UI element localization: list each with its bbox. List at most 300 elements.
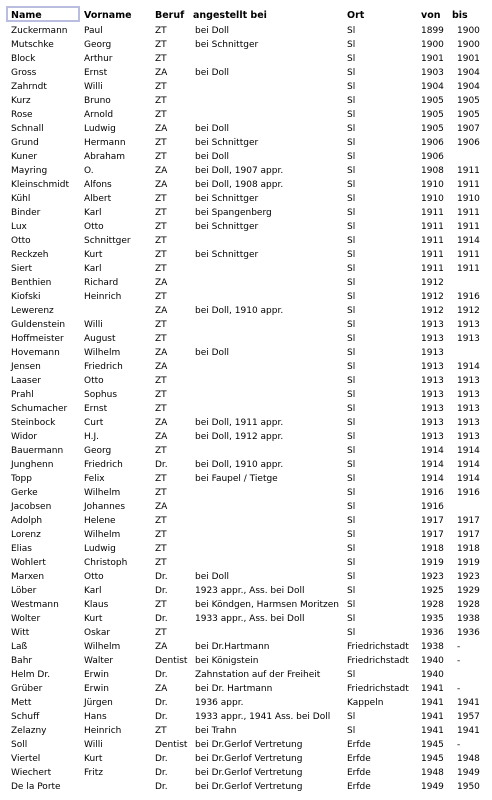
cell-ort[interactable]: Erfde bbox=[347, 768, 371, 778]
cell-vorname[interactable]: Schnittger bbox=[84, 236, 131, 246]
cell-beruf[interactable]: Dr. bbox=[155, 754, 168, 764]
cell-beruf[interactable]: ZT bbox=[155, 264, 167, 274]
cell-beruf[interactable]: ZT bbox=[155, 194, 167, 204]
cell-bis[interactable]: 1916 bbox=[457, 488, 480, 498]
cell-vorname[interactable]: Kurt bbox=[84, 754, 103, 764]
cell-beruf[interactable]: Dr. bbox=[155, 782, 168, 792]
cell-von[interactable]: 1913 bbox=[421, 432, 444, 442]
cell-von[interactable]: 1925 bbox=[421, 586, 444, 596]
cell-bis[interactable]: 1923 bbox=[457, 572, 480, 582]
cell-vorname[interactable]: Friedrich bbox=[84, 362, 123, 372]
cell-vorname[interactable]: Willi bbox=[84, 320, 103, 330]
cell-von[interactable]: 1911 bbox=[421, 236, 444, 246]
cell-bis[interactable]: 1914 bbox=[457, 446, 480, 456]
cell-name[interactable]: Helm Dr. bbox=[11, 670, 51, 680]
cell-beruf[interactable]: Dr. bbox=[155, 572, 168, 582]
cell-vorname[interactable]: Otto bbox=[84, 376, 104, 386]
cell-ort[interactable]: Sl bbox=[347, 54, 356, 64]
cell-vorname[interactable]: Arthur bbox=[84, 54, 113, 64]
cell-bis[interactable]: 1901 bbox=[457, 54, 480, 64]
cell-bis[interactable]: 1905 bbox=[457, 96, 480, 106]
cell-name[interactable]: Rose bbox=[11, 110, 33, 120]
cell-ort[interactable]: Sl bbox=[347, 558, 356, 568]
cell-bis[interactable]: 1950 bbox=[457, 782, 480, 792]
cell-ort[interactable]: Sl bbox=[347, 390, 356, 400]
cell-vorname[interactable]: Curt bbox=[84, 418, 104, 428]
cell-angestellt-bei[interactable]: bei Dr.Hartmann bbox=[195, 642, 270, 652]
cell-beruf[interactable]: ZT bbox=[155, 446, 167, 456]
cell-von[interactable]: 1911 bbox=[421, 264, 444, 274]
cell-beruf[interactable]: ZA bbox=[155, 348, 168, 358]
cell-von[interactable]: 1917 bbox=[421, 530, 444, 540]
cell-angestellt-bei[interactable]: bei Spangenberg bbox=[195, 208, 272, 218]
cell-name[interactable]: Marxen bbox=[11, 572, 45, 582]
cell-ort[interactable]: Erfde bbox=[347, 740, 371, 750]
cell-vorname[interactable]: Felix bbox=[84, 474, 105, 484]
cell-von[interactable]: 1906 bbox=[421, 152, 444, 162]
cell-name[interactable]: Elias bbox=[11, 544, 32, 554]
cell-angestellt-bei[interactable]: bei Doll, 1911 appr. bbox=[195, 418, 284, 428]
cell-name[interactable]: Kühl bbox=[11, 194, 31, 204]
cell-von[interactable]: 1941 bbox=[421, 726, 444, 736]
header-vorname[interactable]: Vorname bbox=[84, 10, 132, 21]
cell-vorname[interactable]: Ernst bbox=[84, 68, 108, 78]
cell-angestellt-bei[interactable]: 1936 appr. bbox=[195, 698, 244, 708]
cell-vorname[interactable]: Wilhelm bbox=[84, 488, 121, 498]
header-von[interactable]: von bbox=[421, 10, 441, 21]
cell-bis[interactable]: 1917 bbox=[457, 516, 480, 526]
cell-von[interactable]: 1911 bbox=[421, 250, 444, 260]
cell-name[interactable]: Kiofski bbox=[11, 292, 41, 302]
cell-beruf[interactable]: ZT bbox=[155, 110, 167, 120]
cell-bis[interactable]: - bbox=[457, 684, 461, 694]
cell-bis[interactable]: 1911 bbox=[457, 250, 480, 260]
cell-ort[interactable]: Sl bbox=[347, 474, 356, 484]
cell-ort[interactable]: Sl bbox=[347, 306, 356, 316]
cell-von[interactable]: 1905 bbox=[421, 110, 444, 120]
cell-angestellt-bei[interactable]: bei Faupel / Tietge bbox=[195, 474, 278, 484]
cell-angestellt-bei[interactable]: bei Doll bbox=[195, 124, 230, 134]
cell-von[interactable]: 1919 bbox=[421, 558, 444, 568]
cell-vorname[interactable]: August bbox=[84, 334, 116, 344]
cell-angestellt-bei[interactable]: bei Dr.Gerlof Vertretung bbox=[195, 782, 303, 792]
cell-von[interactable]: 1914 bbox=[421, 460, 444, 470]
cell-beruf[interactable]: ZA bbox=[155, 502, 168, 512]
cell-beruf[interactable]: ZT bbox=[155, 222, 167, 232]
cell-angestellt-bei[interactable]: bei Doll bbox=[195, 348, 230, 358]
cell-beruf[interactable]: ZT bbox=[155, 600, 167, 610]
cell-ort[interactable]: Sl bbox=[347, 488, 356, 498]
cell-vorname[interactable]: Oskar bbox=[84, 628, 111, 638]
cell-beruf[interactable]: ZT bbox=[155, 40, 167, 50]
cell-ort[interactable]: Sl bbox=[347, 712, 356, 722]
cell-name[interactable]: Mett bbox=[11, 698, 32, 708]
cell-name[interactable]: Kurz bbox=[11, 96, 31, 106]
cell-von[interactable]: 1914 bbox=[421, 446, 444, 456]
cell-name[interactable]: Topp bbox=[11, 474, 32, 484]
cell-name[interactable]: Lux bbox=[11, 222, 27, 232]
cell-vorname[interactable]: Helene bbox=[84, 516, 116, 526]
cell-beruf[interactable]: ZT bbox=[155, 404, 167, 414]
cell-name[interactable]: Lewerenz bbox=[11, 306, 54, 316]
cell-name[interactable]: Wohlert bbox=[11, 558, 46, 568]
cell-name[interactable]: Schumacher bbox=[11, 404, 68, 414]
cell-vorname[interactable]: Friedrich bbox=[84, 460, 123, 470]
cell-von[interactable]: 1936 bbox=[421, 628, 444, 638]
cell-ort[interactable]: Sl bbox=[347, 516, 356, 526]
cell-von[interactable]: 1935 bbox=[421, 614, 444, 624]
cell-bis[interactable]: 1900 bbox=[457, 26, 480, 36]
cell-bis[interactable]: - bbox=[457, 740, 461, 750]
cell-ort[interactable]: Sl bbox=[347, 236, 356, 246]
cell-von[interactable]: 1923 bbox=[421, 572, 444, 582]
cell-beruf[interactable]: Dr. bbox=[155, 670, 168, 680]
cell-ort[interactable]: Sl bbox=[347, 726, 356, 736]
cell-beruf[interactable]: ZT bbox=[155, 488, 167, 498]
cell-angestellt-bei[interactable]: bei Dr.Gerlof Vertretung bbox=[195, 768, 303, 778]
cell-bis[interactable]: 1911 bbox=[457, 180, 480, 190]
cell-ort[interactable]: Sl bbox=[347, 152, 356, 162]
cell-von[interactable]: 1904 bbox=[421, 82, 444, 92]
cell-ort[interactable]: Sl bbox=[347, 404, 356, 414]
cell-vorname[interactable]: O. bbox=[84, 166, 94, 176]
cell-bis[interactable]: 1904 bbox=[457, 68, 480, 78]
cell-bis[interactable]: 1913 bbox=[457, 432, 480, 442]
cell-vorname[interactable]: Jürgen bbox=[84, 698, 113, 708]
cell-vorname[interactable]: Ludwig bbox=[84, 544, 116, 554]
cell-vorname[interactable]: Kurt bbox=[84, 614, 103, 624]
cell-ort[interactable]: Sl bbox=[347, 82, 356, 92]
cell-vorname[interactable]: Wilhelm bbox=[84, 642, 121, 652]
cell-name[interactable]: Bahr bbox=[11, 656, 33, 666]
cell-name[interactable]: Wiechert bbox=[11, 768, 52, 778]
cell-name[interactable]: Reckzeh bbox=[11, 250, 49, 260]
cell-von[interactable]: 1914 bbox=[421, 474, 444, 484]
cell-vorname[interactable]: Hermann bbox=[84, 138, 126, 148]
cell-name[interactable]: Löber bbox=[11, 586, 37, 596]
cell-beruf[interactable]: ZT bbox=[155, 292, 167, 302]
cell-vorname[interactable]: H.J. bbox=[84, 432, 99, 442]
cell-von[interactable]: 1949 bbox=[421, 782, 444, 792]
cell-beruf[interactable]: Dr. bbox=[155, 768, 168, 778]
cell-ort[interactable]: Sl bbox=[347, 348, 356, 358]
cell-name[interactable]: Laaser bbox=[11, 376, 41, 386]
cell-vorname[interactable]: Heinrich bbox=[84, 726, 122, 736]
cell-name[interactable]: Zahrndt bbox=[11, 82, 47, 92]
cell-bis[interactable]: 1904 bbox=[457, 82, 480, 92]
cell-angestellt-bei[interactable]: bei Dr.Gerlof Vertretung bbox=[195, 754, 303, 764]
cell-name[interactable]: Jensen bbox=[11, 362, 41, 372]
cell-vorname[interactable]: Klaus bbox=[84, 600, 109, 610]
cell-von[interactable]: 1910 bbox=[421, 194, 444, 204]
cell-angestellt-bei[interactable]: Zahnstation auf der Freiheit bbox=[195, 670, 321, 680]
cell-ort[interactable]: Sl bbox=[347, 208, 356, 218]
cell-ort[interactable]: Erfde bbox=[347, 782, 371, 792]
cell-bis[interactable]: 1913 bbox=[457, 404, 480, 414]
cell-ort[interactable]: Sl bbox=[347, 572, 356, 582]
cell-beruf[interactable]: ZA bbox=[155, 124, 168, 134]
cell-angestellt-bei[interactable]: bei Schnittger bbox=[195, 222, 259, 232]
cell-beruf[interactable]: ZT bbox=[155, 54, 167, 64]
cell-ort[interactable]: Sl bbox=[347, 432, 356, 442]
cell-bis[interactable]: 1914 bbox=[457, 362, 480, 372]
header-beruf[interactable]: Beruf bbox=[155, 10, 185, 21]
cell-vorname[interactable]: Alfons bbox=[84, 180, 112, 190]
cell-name[interactable]: Siert bbox=[11, 264, 32, 274]
cell-bis[interactable]: 1918 bbox=[457, 544, 480, 554]
cell-vorname[interactable]: Christoph bbox=[84, 558, 128, 568]
cell-ort[interactable]: Sl bbox=[347, 614, 356, 624]
cell-name[interactable]: Witt bbox=[11, 628, 30, 638]
cell-name[interactable]: Binder bbox=[11, 208, 41, 218]
cell-von[interactable]: 1908 bbox=[421, 166, 444, 176]
cell-ort[interactable]: Sl bbox=[347, 250, 356, 260]
cell-name[interactable]: Viertel bbox=[11, 754, 41, 764]
cell-name[interactable]: Kleinschmidt bbox=[11, 180, 69, 190]
cell-beruf[interactable]: Dr. bbox=[155, 698, 168, 708]
cell-beruf[interactable]: Dr. bbox=[155, 460, 168, 470]
cell-angestellt-bei[interactable]: bei Schnittger bbox=[195, 194, 259, 204]
cell-name[interactable]: Laß bbox=[11, 642, 28, 652]
cell-name[interactable]: Hovemann bbox=[11, 348, 60, 358]
cell-von[interactable]: 1913 bbox=[421, 376, 444, 386]
cell-vorname[interactable]: Richard bbox=[84, 278, 119, 288]
cell-bis[interactable]: 1957 bbox=[457, 712, 480, 722]
cell-von[interactable]: 1940 bbox=[421, 656, 444, 666]
cell-bis[interactable]: 1949 bbox=[457, 768, 480, 778]
cell-beruf[interactable]: ZT bbox=[155, 628, 167, 638]
cell-ort[interactable]: Sl bbox=[347, 376, 356, 386]
cell-vorname[interactable]: Walter bbox=[84, 656, 114, 666]
cell-ort[interactable]: Sl bbox=[347, 334, 356, 344]
cell-ort[interactable]: Sl bbox=[347, 222, 356, 232]
cell-ort[interactable]: Sl bbox=[347, 40, 356, 50]
cell-name[interactable]: Grund bbox=[11, 138, 39, 148]
cell-von[interactable]: 1905 bbox=[421, 124, 444, 134]
cell-name[interactable]: Wolter bbox=[11, 614, 41, 624]
cell-angestellt-bei[interactable]: bei Trahn bbox=[195, 726, 237, 736]
cell-beruf[interactable]: Dentist bbox=[155, 740, 188, 750]
cell-vorname[interactable]: Fritz bbox=[84, 768, 103, 778]
cell-bis[interactable]: 1919 bbox=[457, 558, 480, 568]
cell-bis[interactable]: 1914 bbox=[457, 460, 480, 470]
cell-angestellt-bei[interactable]: bei Schnittger bbox=[195, 40, 259, 50]
header-ort[interactable]: Ort bbox=[347, 10, 365, 21]
cell-bis[interactable]: 1911 bbox=[457, 222, 480, 232]
cell-vorname[interactable]: Paul bbox=[84, 26, 103, 36]
cell-name[interactable]: Kuner bbox=[11, 152, 38, 162]
cell-beruf[interactable]: ZA bbox=[155, 306, 168, 316]
cell-angestellt-bei[interactable]: bei Schnittger bbox=[195, 138, 259, 148]
cell-name[interactable]: Widor bbox=[11, 432, 38, 442]
cell-vorname[interactable]: Ernst bbox=[84, 404, 108, 414]
cell-name[interactable]: Junghenn bbox=[11, 460, 54, 470]
cell-von[interactable]: 1912 bbox=[421, 292, 444, 302]
cell-ort[interactable]: Sl bbox=[347, 460, 356, 470]
cell-von[interactable]: 1906 bbox=[421, 138, 444, 148]
cell-bis[interactable]: 1911 bbox=[457, 166, 480, 176]
cell-von[interactable]: 1913 bbox=[421, 404, 444, 414]
cell-bis[interactable]: 1917 bbox=[457, 530, 480, 540]
header-name[interactable]: Name bbox=[11, 10, 42, 21]
cell-bis[interactable]: 1911 bbox=[457, 264, 480, 274]
cell-angestellt-bei[interactable]: bei Doll, 1910 appr. bbox=[195, 460, 284, 470]
cell-vorname[interactable]: Georg bbox=[84, 446, 112, 456]
cell-angestellt-bei[interactable]: 1923 appr., Ass. bei Doll bbox=[195, 586, 305, 596]
cell-bis[interactable]: 1913 bbox=[457, 376, 480, 386]
cell-angestellt-bei[interactable]: bei Dr.Gerlof Vertretung bbox=[195, 740, 303, 750]
cell-angestellt-bei[interactable]: bei Doll bbox=[195, 572, 230, 582]
cell-name[interactable]: Bauermann bbox=[11, 446, 64, 456]
cell-ort[interactable]: Sl bbox=[347, 264, 356, 274]
cell-beruf[interactable]: ZT bbox=[155, 516, 167, 526]
cell-ort[interactable]: Sl bbox=[347, 502, 356, 512]
cell-ort[interactable]: Sl bbox=[347, 124, 356, 134]
cell-bis[interactable]: - bbox=[457, 642, 461, 652]
cell-beruf[interactable]: ZA bbox=[155, 180, 168, 190]
cell-ort[interactable]: Kappeln bbox=[347, 698, 384, 708]
cell-von[interactable]: 1900 bbox=[421, 40, 444, 50]
cell-beruf[interactable]: ZT bbox=[155, 334, 167, 344]
cell-vorname[interactable]: Abraham bbox=[84, 152, 126, 162]
cell-beruf[interactable]: ZA bbox=[155, 642, 168, 652]
cell-ort[interactable]: Sl bbox=[347, 292, 356, 302]
cell-beruf[interactable]: ZT bbox=[155, 530, 167, 540]
cell-vorname[interactable]: Sophus bbox=[84, 390, 118, 400]
cell-name[interactable]: Westmann bbox=[11, 600, 59, 610]
cell-beruf[interactable]: ZT bbox=[155, 152, 167, 162]
cell-von[interactable]: 1913 bbox=[421, 390, 444, 400]
cell-beruf[interactable]: ZA bbox=[155, 166, 168, 176]
cell-beruf[interactable]: ZA bbox=[155, 68, 168, 78]
cell-angestellt-bei[interactable]: bei Doll bbox=[195, 26, 230, 36]
cell-von[interactable]: 1899 bbox=[421, 26, 444, 36]
cell-von[interactable]: 1910 bbox=[421, 180, 444, 190]
cell-vorname[interactable]: Hans bbox=[84, 712, 107, 722]
cell-bis[interactable]: 1913 bbox=[457, 334, 480, 344]
cell-von[interactable]: 1911 bbox=[421, 208, 444, 218]
cell-bis[interactable]: 1910 bbox=[457, 194, 480, 204]
cell-ort[interactable]: Sl bbox=[347, 96, 356, 106]
cell-bis[interactable]: 1941 bbox=[457, 698, 480, 708]
header-bis[interactable]: bis bbox=[452, 10, 468, 21]
cell-vorname[interactable]: Erwin bbox=[84, 684, 109, 694]
cell-bis[interactable]: 1907 bbox=[457, 124, 480, 134]
cell-von[interactable]: 1916 bbox=[421, 488, 444, 498]
cell-ort[interactable]: Sl bbox=[347, 26, 356, 36]
cell-beruf[interactable]: ZA bbox=[155, 418, 168, 428]
cell-name[interactable]: Lorenz bbox=[11, 530, 41, 540]
cell-name[interactable]: Hoffmeister bbox=[11, 334, 64, 344]
cell-vorname[interactable]: Erwin bbox=[84, 670, 109, 680]
cell-von[interactable]: 1905 bbox=[421, 96, 444, 106]
cell-vorname[interactable]: Georg bbox=[84, 40, 112, 50]
cell-ort[interactable]: Sl bbox=[347, 418, 356, 428]
cell-ort[interactable]: Erfde bbox=[347, 754, 371, 764]
cell-angestellt-bei[interactable]: bei Köndgen, Harmsen Moritzen bbox=[195, 600, 340, 610]
cell-bis[interactable]: 1916 bbox=[457, 292, 480, 302]
cell-ort[interactable]: Sl bbox=[347, 110, 356, 120]
cell-vorname[interactable]: Ludwig bbox=[84, 124, 116, 134]
cell-beruf[interactable]: ZT bbox=[155, 474, 167, 484]
cell-bis[interactable]: 1900 bbox=[457, 40, 480, 50]
cell-name[interactable]: Guldenstein bbox=[11, 320, 66, 330]
cell-beruf[interactable]: ZA bbox=[155, 432, 168, 442]
cell-beruf[interactable]: ZT bbox=[155, 96, 167, 106]
cell-angestellt-bei[interactable]: bei Doll, 1908 appr. bbox=[195, 180, 284, 190]
cell-vorname[interactable]: Willi bbox=[84, 82, 103, 92]
cell-von[interactable]: 1928 bbox=[421, 600, 444, 610]
cell-ort[interactable]: Sl bbox=[347, 320, 356, 330]
cell-vorname[interactable]: Johannes bbox=[84, 502, 126, 512]
cell-beruf[interactable]: ZT bbox=[155, 544, 167, 554]
cell-von[interactable]: 1911 bbox=[421, 222, 444, 232]
cell-beruf[interactable]: ZA bbox=[155, 684, 168, 694]
cell-name[interactable]: Schnall bbox=[11, 124, 44, 134]
cell-beruf[interactable]: ZA bbox=[155, 362, 168, 372]
cell-name[interactable]: Prahl bbox=[11, 390, 34, 400]
cell-vorname[interactable]: Albert bbox=[84, 194, 112, 204]
cell-bis[interactable]: 1914 bbox=[457, 236, 480, 246]
cell-von[interactable]: 1913 bbox=[421, 334, 444, 344]
cell-name[interactable]: Benthien bbox=[11, 278, 52, 288]
cell-ort[interactable]: Sl bbox=[347, 670, 356, 680]
cell-von[interactable]: 1917 bbox=[421, 516, 444, 526]
cell-ort[interactable]: Sl bbox=[347, 138, 356, 148]
cell-name[interactable]: Mayring bbox=[11, 166, 48, 176]
cell-bis[interactable]: 1913 bbox=[457, 418, 480, 428]
cell-vorname[interactable]: Otto bbox=[84, 572, 104, 582]
cell-name[interactable]: Schuff bbox=[11, 712, 40, 722]
cell-bis[interactable]: 1906 bbox=[457, 138, 480, 148]
cell-name[interactable]: Block bbox=[11, 54, 36, 64]
cell-name[interactable]: Zuckermann bbox=[11, 26, 68, 36]
cell-von[interactable]: 1912 bbox=[421, 306, 444, 316]
cell-von[interactable]: 1945 bbox=[421, 740, 444, 750]
cell-beruf[interactable]: Dr. bbox=[155, 712, 168, 722]
cell-beruf[interactable]: ZT bbox=[155, 26, 167, 36]
cell-von[interactable]: 1913 bbox=[421, 348, 444, 358]
cell-bis[interactable]: 1912 bbox=[457, 306, 480, 316]
cell-beruf[interactable]: ZT bbox=[155, 208, 167, 218]
cell-ort[interactable]: Sl bbox=[347, 530, 356, 540]
cell-ort[interactable]: Sl bbox=[347, 600, 356, 610]
cell-angestellt-bei[interactable]: bei Doll, 1910 appr. bbox=[195, 306, 284, 316]
cell-beruf[interactable]: ZT bbox=[155, 82, 167, 92]
cell-bis[interactable]: 1929 bbox=[457, 586, 480, 596]
cell-bis[interactable]: - bbox=[457, 656, 461, 666]
cell-beruf[interactable]: ZT bbox=[155, 390, 167, 400]
cell-von[interactable]: 1901 bbox=[421, 54, 444, 64]
cell-name[interactable]: Zelazny bbox=[11, 726, 47, 736]
cell-angestellt-bei[interactable]: bei Doll, 1912 appr. bbox=[195, 432, 284, 442]
cell-bis[interactable]: 1905 bbox=[457, 110, 480, 120]
cell-von[interactable]: 1940 bbox=[421, 670, 444, 680]
cell-name[interactable]: Grüber bbox=[11, 684, 43, 694]
cell-beruf[interactable]: Dentist bbox=[155, 656, 188, 666]
cell-name[interactable]: Soll bbox=[11, 740, 28, 750]
cell-von[interactable]: 1941 bbox=[421, 712, 444, 722]
cell-beruf[interactable]: ZT bbox=[155, 376, 167, 386]
cell-beruf[interactable]: ZT bbox=[155, 138, 167, 148]
cell-ort[interactable]: Sl bbox=[347, 278, 356, 288]
cell-name[interactable]: Steinbock bbox=[11, 418, 56, 428]
cell-von[interactable]: 1916 bbox=[421, 502, 444, 512]
cell-bis[interactable]: 1941 bbox=[457, 726, 480, 736]
cell-angestellt-bei[interactable]: 1933 appr., 1941 Ass. bei Doll bbox=[195, 712, 331, 722]
cell-beruf[interactable]: ZT bbox=[155, 726, 167, 736]
cell-von[interactable]: 1945 bbox=[421, 754, 444, 764]
